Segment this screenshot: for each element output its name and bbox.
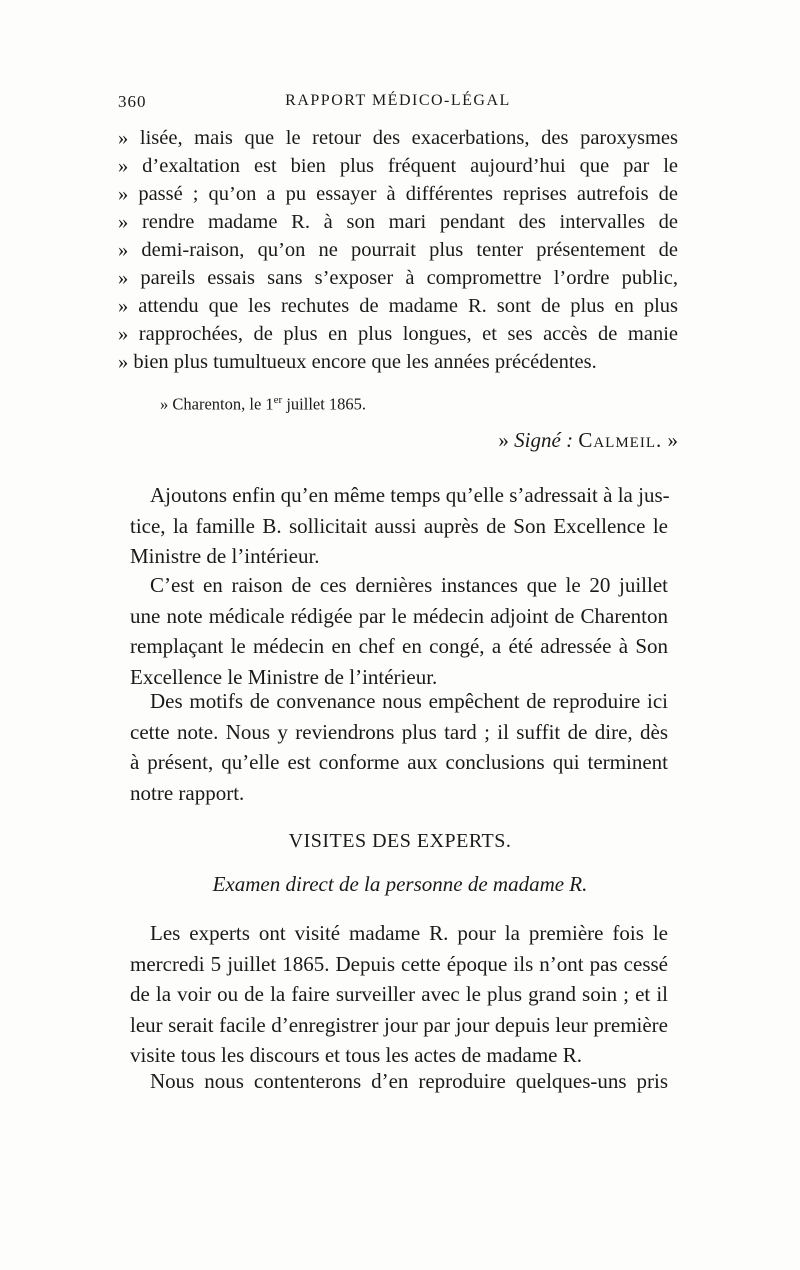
- text-line: de la voir ou de la faire surveiller avec le plus grand soin ; et il: [130, 982, 668, 1006]
- section-heading: VISITES DES EXPERTS.: [288, 830, 512, 852]
- text-line: visite tous les discours et tous les actes de madame R.: [130, 1043, 582, 1067]
- section-subheading: Examen direct de la personne de madame R.: [212, 872, 588, 896]
- quote-line: » attendu que les rechutes de madame R. sont de plus en plus: [118, 295, 678, 317]
- place-date-suffix: juillet 1865.: [282, 394, 367, 414]
- text-line: Excellence le Ministre de l’intérieur.: [130, 664, 438, 689]
- page-number: 360: [118, 92, 147, 111]
- quote-line: » rendre madame R. à son mari pendant des intervalles de: [118, 211, 678, 233]
- signed-name: Calmeil.: [578, 428, 663, 452]
- page-header: [118, 92, 678, 116]
- text-line: cette note. Nous y reviendrons plus tard ; il suffit de dire, dès: [130, 719, 668, 744]
- quote-line: » bien plus tumultueux encore que les années précédentes.: [118, 351, 597, 373]
- place-date-sup: er: [273, 394, 283, 406]
- quote-line: » demi-raison, qu’on ne pourrait plus tenter présentement de: [118, 239, 678, 261]
- quote-line: » passé ; qu’on a pu essayer à différentes reprises autrefois de: [118, 183, 678, 205]
- place-date-prefix: » Charenton, le 1: [160, 394, 274, 414]
- text-line: notre rapport.: [130, 780, 245, 805]
- signature-signed: [498, 428, 678, 453]
- signed-word: Signé :: [514, 428, 574, 452]
- paragraph-1: [130, 480, 668, 572]
- paragraph-3: [130, 686, 668, 808]
- paragraph-2: [130, 570, 668, 692]
- paragraph-5: [130, 1066, 668, 1097]
- quoted-passage: [118, 124, 678, 376]
- text-line: une note médicale rédigée par le médecin adjoint de Charenton: [130, 603, 668, 628]
- text-line: remplaçant le médecin en chef en congé, a été adressée à Son: [130, 634, 668, 658]
- text-line: tice, la famille B. sollicitait aussi auprès de Son Excellence le: [130, 513, 668, 538]
- text-line: leur serait facile d’enregistrer jour par jour depuis leur première: [130, 1012, 668, 1037]
- signed-suffix: »: [662, 428, 678, 452]
- text-line: à présent, qu’elle est conforme aux conclusions qui terminent: [130, 750, 668, 774]
- paragraph-4: [130, 918, 668, 1071]
- text-line: Nous nous contenterons d’en reproduire quelques-uns pris: [150, 1069, 668, 1093]
- text-line: Les experts ont visité madame R. pour la première fois le: [150, 921, 668, 945]
- text-line: Ministre de l’intérieur.: [130, 544, 320, 568]
- quote-line: » rapprochées, de plus en plus longues, et ses accès de manie: [118, 323, 678, 345]
- quote-line: » d’exaltation est bien plus fréquent aujourd’hui que par le: [118, 155, 678, 177]
- quote-line: » lisée, mais que le retour des exacerbations, des paroxysmes: [118, 127, 678, 149]
- signed-prefix: »: [498, 428, 515, 452]
- text-line: Des motifs de convenance nous empêchent de reproduire ici: [150, 689, 668, 713]
- running-title: RAPPORT MÉDICO-LÉGAL: [285, 92, 511, 109]
- text-line: C’est en raison de ces dernières instances que le 20 juillet: [150, 573, 668, 597]
- signature-place-date: [160, 394, 366, 415]
- text-line: Ajoutons enfin qu’en même temps qu’elle s’adressait à la jus-: [150, 483, 670, 507]
- quote-line: » pareils essais sans s’exposer à compromettre l’ordre public,: [118, 267, 678, 289]
- text-line: mercredi 5 juillet 1865. Depuis cette époque ils n’ont pas cessé: [130, 951, 668, 976]
